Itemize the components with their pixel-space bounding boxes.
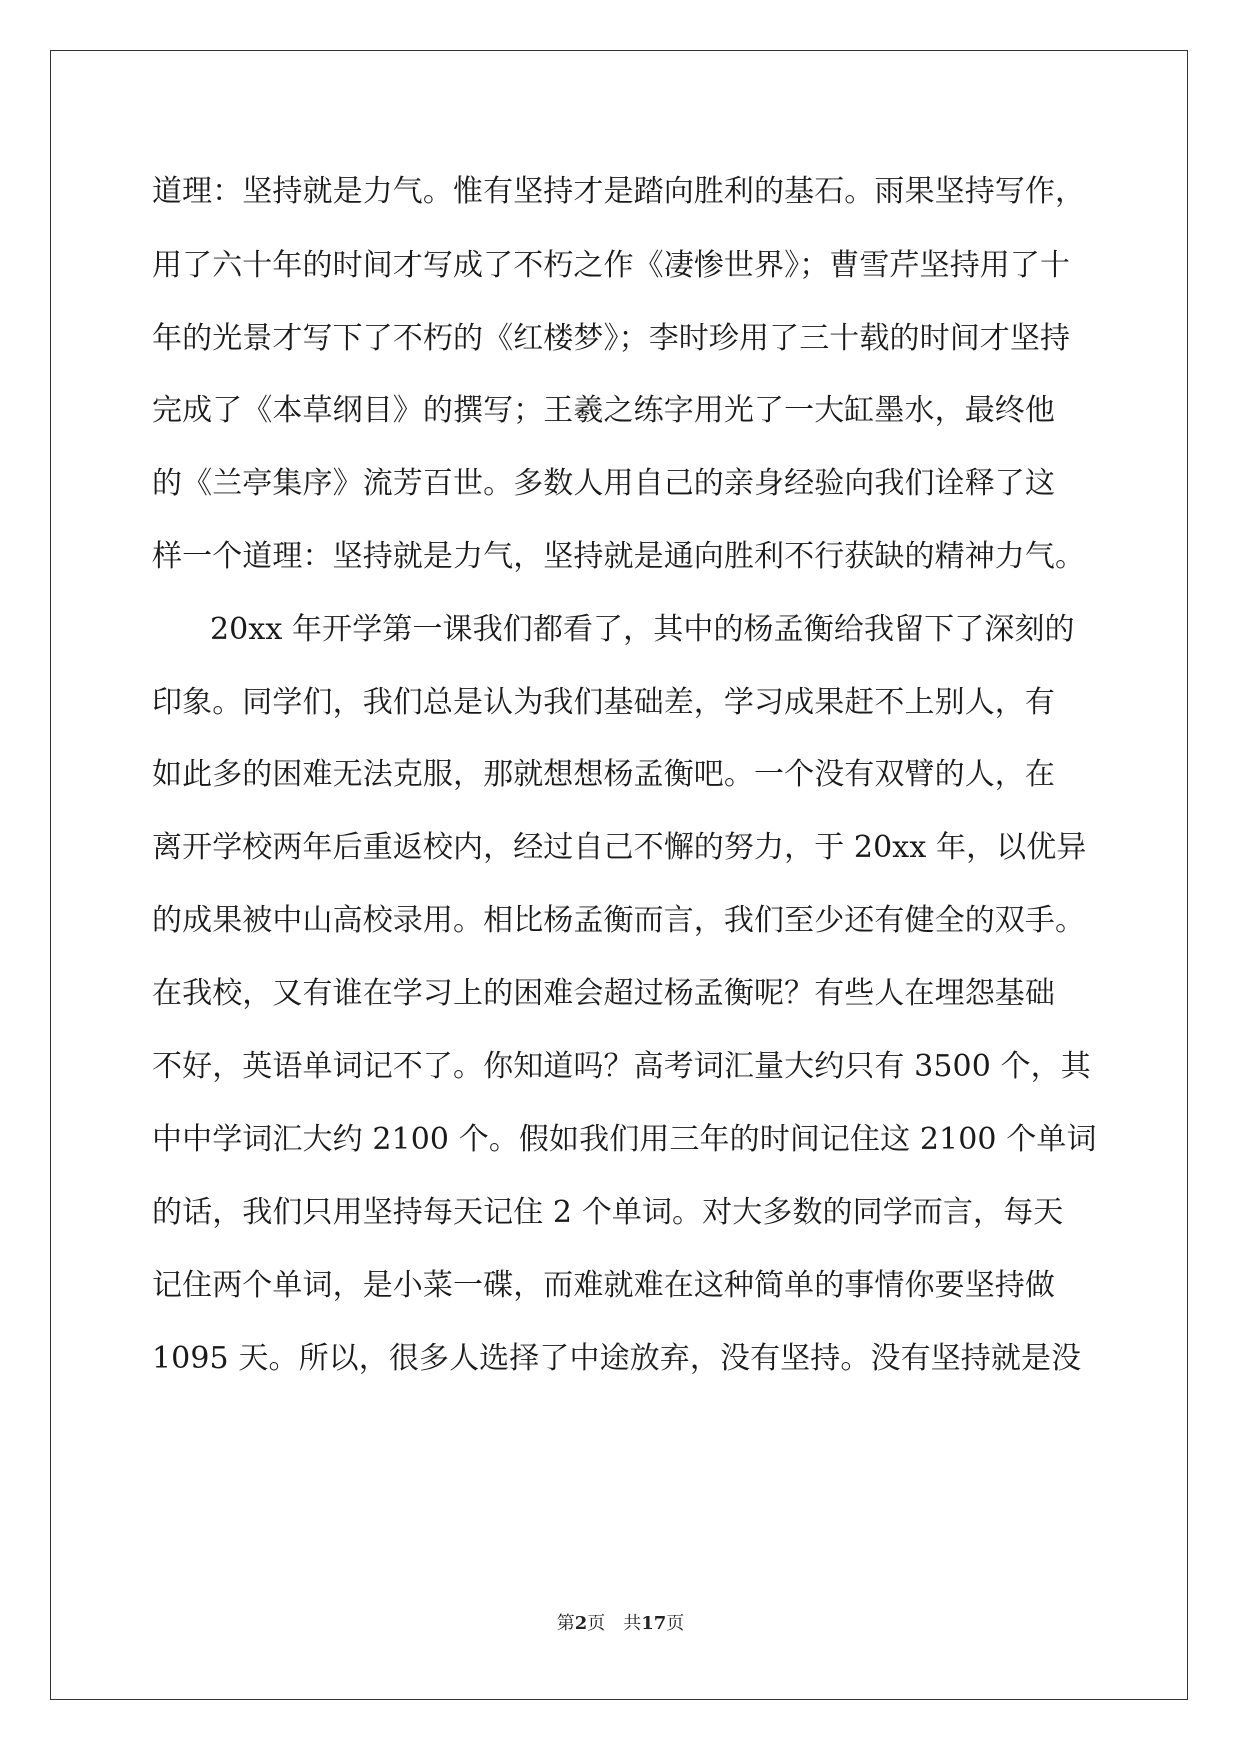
text-line: 用了六十年的时间才写成了不朽之作《凄惨世界》；曹雪芹坚持用了十	[152, 248, 1071, 283]
page-footer	[0, 1612, 1241, 1636]
text-line: 中中学词汇大约 2100 个。假如我们用三年的时间记住这 2100 个单词	[152, 1122, 1097, 1157]
paragraph-first-line: 20xx 年开学第一课我们都看了，其中的杨孟衡给我留下了深刻的	[210, 612, 1075, 647]
text-line: 的《兰亭集序》流芳百世。多数人用自己的亲身经验向我们诠释了这	[152, 466, 1055, 501]
text-line: 如此多的困难无法克服，那就想想杨孟衡吧。一个没有双臂的人，在	[152, 757, 1055, 792]
text-line: 年的光景才写下了不朽的《红楼梦》；李时珍用了三十载的时间才坚持	[152, 321, 1071, 356]
text-line: 的成果被中山高校录用。相比杨孟衡而言，我们至少还有健全的双手。	[152, 903, 1086, 938]
total-pages-label: 共17页	[623, 1613, 685, 1634]
text-line: 1095 天。所以，很多人选择了中途放弃，没有坚持。没有坚持就是没	[152, 1341, 1082, 1376]
text-line: 不好，英语单词记不了。你知道吗？高考词汇量大约只有 3500 个，其	[152, 1049, 1091, 1084]
text-line: 离开学校两年后重返校内，经过自己不懈的努力，于 20xx 年，以优异	[152, 830, 1087, 865]
text-line: 记住两个单词，是小菜一碟，而难就难在这种简单的事情你要坚持做	[152, 1268, 1055, 1303]
page-border	[50, 50, 1188, 1700]
text-line: 印象。同学们，我们总是认为我们基础差，学习成果赶不上别人，有	[152, 685, 1055, 720]
text-line: 完成了《本草纲目》的撰写；王羲之练字用光了一大缸墨水，最终他	[152, 393, 1055, 428]
text-line: 的话，我们只用坚持每天记住 2 个单词。对大多数的同学而言，每天	[152, 1195, 1064, 1230]
text-line: 样一个道理：坚持就是力气，坚持就是通向胜利不行获缺的精神力气。	[152, 539, 1086, 574]
text-line: 道理：坚持就是力气。惟有坚持才是踏向胜利的基石。雨果坚持写作，	[152, 174, 1086, 209]
page-number-label: 第2页	[556, 1613, 606, 1634]
text-line: 在我校，又有谁在学习上的困难会超过杨孟衡呢？有些人在埋怨基础	[152, 976, 1055, 1011]
